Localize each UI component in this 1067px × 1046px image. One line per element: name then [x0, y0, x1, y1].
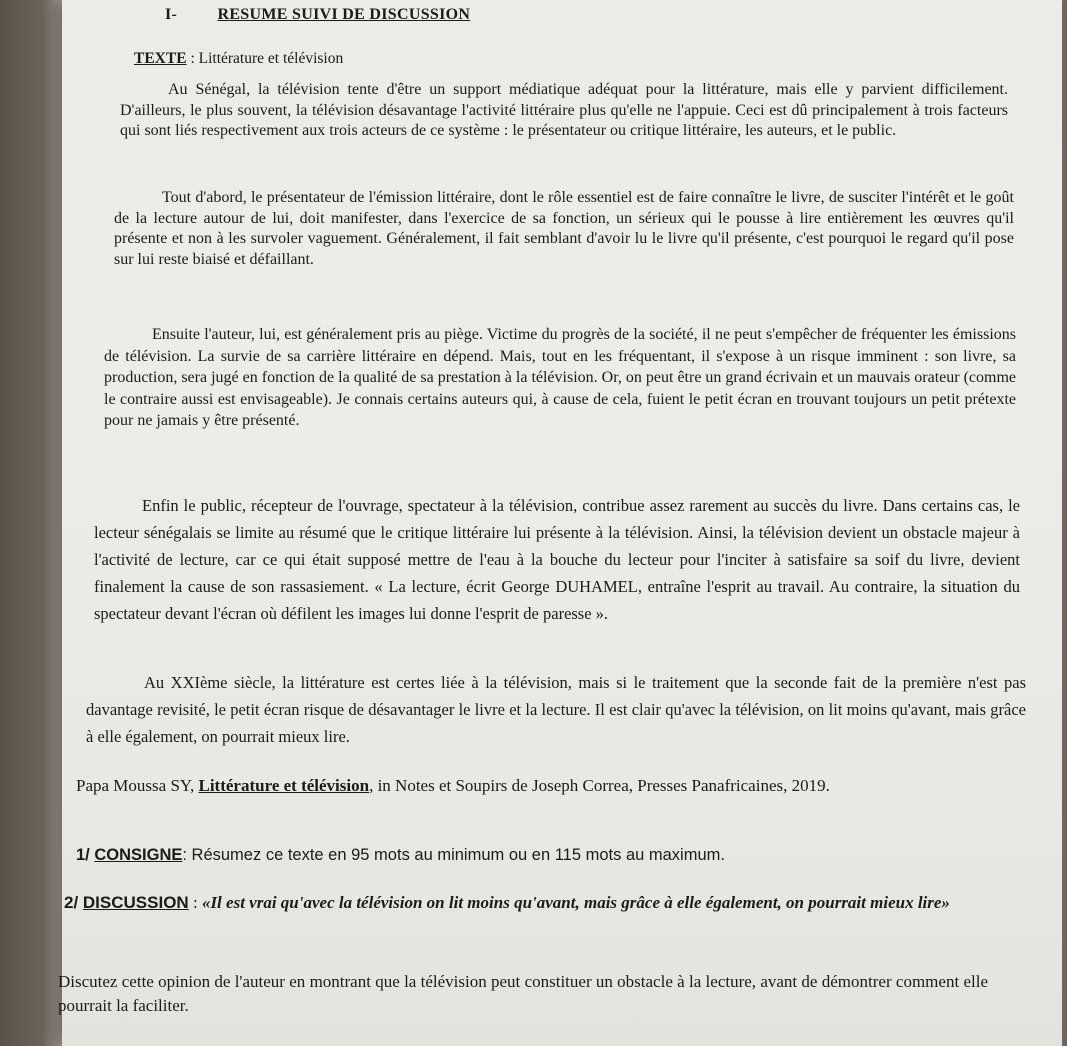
consigne-line: [76, 845, 725, 865]
texte-separator: :: [186, 50, 199, 67]
consigne-text: : Résumez ce texte en 95 mots au minimum ou en 115 mots au maximum.: [182, 846, 725, 864]
section-heading: [165, 6, 470, 24]
paragraph-5: Au XXIème siècle, la littérature est certes liée à la télévision, mais si le traitement que la seconde fait de la première n'est pas davantage revisité, le petit écran risque de désavantager le livre et la lecture. Il est clair qu'avec la télévision, on lit moins qu'avant, mais grâce à elle également, on pourrait mieux lire.: [86, 673, 1026, 746]
source-citation: [76, 773, 1016, 798]
paragraph-3: Ensuite l'auteur, lui, est généralement pris au piège. Victime du progrès de la société, il ne peut s'empêcher de fréquenter les émissions de télévision. La survie de sa carrière littéraire en dépend. Mais, tout en les fréquentant, il s'expose à un risque imminent : son livre, sa production, sera jugé en fonction de la qualité de sa prestation à la télévision. Or, on peut être un grand écrivain et un mauvais orateur (comme le contraire aussi est envisageable). Je connais certains auteurs qui, à cause de cela, fuient le petit écran en trouvant toujours un petit prétexte pour ne jamais y être présenté.: [104, 326, 1016, 429]
paragraph-2: Tout d'abord, le présentateur de l'émission littéraire, dont le rôle essentiel est de faire connaître le livre, de susciter l'intérêt et le goût de la lecture autour de lui, doit manifester, dans l'exercice de sa fonction, un sérieux qui le pousse à lire entièrement les œuvres qu'il présente et non à les survoler vaguement. Généralement, il fait semblant d'avoir lu le livre qu'il présente, c'est pourquoi le regard qu'il pose sur lui reste biaisé et défaillant.: [114, 189, 1014, 268]
paragraph-1: Au Sénégal, la télévision tente d'être un support médiatique adéquat pour la littérature, mais elle y parvient difficilement. D'ailleurs, le plus souvent, la télévision désavantage l'activité littéraire plus qu'elle ne l'appuie. Ceci est dû principalement à trois facteurs qui sont liés respectivement aux trois acteurs de ce système : le présentateur ou critique littéraire, les auteurs, et le public.: [120, 81, 1008, 139]
discussion-block: [64, 890, 1014, 915]
section-number: I-: [165, 6, 178, 23]
source-book-title: Littérature et télévision: [198, 776, 370, 795]
discussion-number: 2/: [64, 893, 83, 912]
consigne-label: CONSIGNE: [94, 846, 183, 864]
consigne-number: 1/: [76, 846, 95, 864]
texte-label: TEXTE: [134, 50, 187, 67]
paper-sheet: [58, 0, 1062, 1046]
discussion-label: DISCUSSION: [82, 893, 189, 912]
discussion-quote: «Il est vrai qu'avec la télévision on lit moins qu'avant, mais grâce à elle également, on pourrait mieux lire»: [201, 893, 950, 912]
texte-title: Littérature et télévision: [198, 50, 344, 67]
section-title: RESUME SUIVI DE DISCUSSION: [217, 6, 471, 23]
discussion-separator: :: [188, 893, 202, 912]
paragraph-4: Enfin le public, récepteur de l'ouvrage, spectateur à la télévision, contribue assez rarement au succès du livre. Dans certains cas, le lecteur sénégalais se limite au résumé que le critique littéraire lui présente à la télévision. Ainsi, la télévision devient un obstacle majeur à l'activité de lecture, car ce qui était supposé mettre de l'eau à la bouche du lecteur pour l'inciter à satisfaire sa soif du livre, devient finalement la cause de son rassasiement. « La lecture, écrit George DUHAMEL, entraîne l'esprit au travail. Au contraire, la situation du spectateur devant l'écran où défilent les images lui donne l'esprit de paresse ».: [94, 496, 1020, 623]
source-author: Papa Moussa SY,: [76, 776, 199, 795]
source-publication: , in Notes et Soupirs de Joseph Correa, Presses Panafricaines, 2019.: [369, 776, 830, 795]
text-title-line: [134, 50, 343, 68]
discussion-instruction: Discutez cette opinion de l'auteur en montrant que la télévision peut constituer un obstacle à la lecture, avant de démontrer comment elle pourrait la faciliter.: [58, 972, 988, 1015]
